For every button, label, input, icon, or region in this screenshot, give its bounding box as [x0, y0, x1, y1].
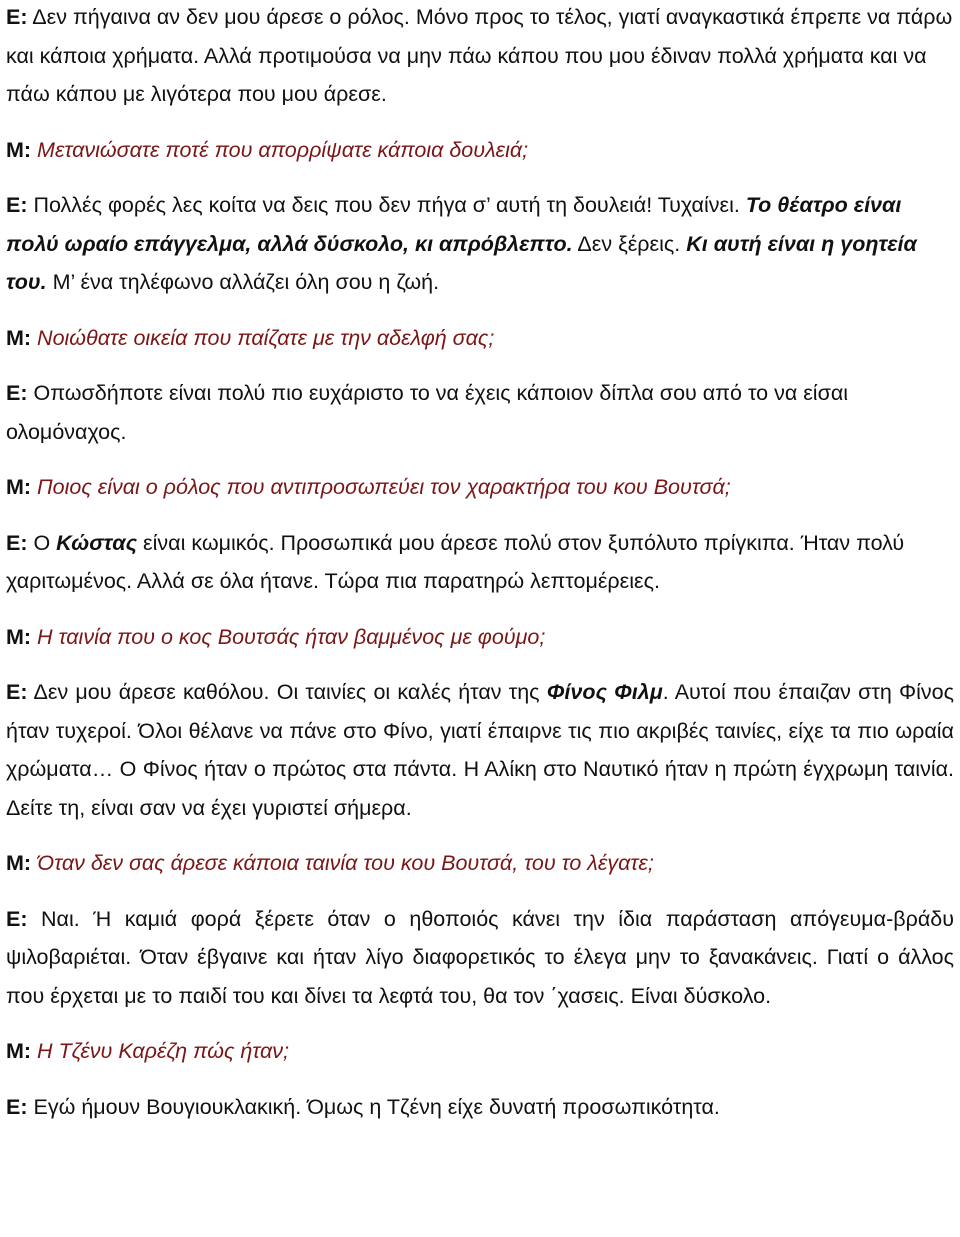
answer-paragraph: [6, 900, 954, 1016]
answer-paragraph: [6, 1088, 954, 1127]
question-text: Νοιώθατε οικεία που παίζατε με την αδελφή σας;: [31, 325, 495, 350]
question-paragraph: [6, 131, 954, 170]
answer-text: Ναι. Ή καμιά φορά ξέρετε όταν ο ηθοποιός κάνει την ίδια παράσταση απόγευμα-βράδυ ψιλοβαριέται. Όταν έβγαινε και ήταν λίγο διαφορετικός το έλεγα μην το ξανακάνεις. Γιατί ο άλλος που έρχεται με το παιδί του και δίνει τα λεφτά του, θα τον ΄χασεις. Είναι δύσκολο.: [6, 906, 954, 1008]
emphasis-text: Κώστας: [56, 530, 138, 555]
answer-text: Δεν μου άρεσε καθόλου. Οι ταινίες οι καλές ήταν της: [27, 680, 547, 704]
answer-text: είναι κωμικός. Προσωπικά μου άρεσε πολύ στον ξυπόλυτο πρίγκιπα. Ήταν πολύ χαριτωμένος. Αλλά σε όλα ήτανε. Τώρα πια παρατηρώ λεπτομέρειες.: [6, 530, 905, 593]
answer-paragraph: [6, 0, 954, 114]
speaker-label: Μ:: [6, 325, 32, 350]
speaker-label: Μ:: [6, 1039, 32, 1063]
answer-paragraph: [6, 524, 954, 601]
answer-text: Δεν πήγαινα αν δεν μου άρεσε ο ρόλος. Μόνο προς το τέλος, γιατί αναγκαστικά έπρεπε να πάρω και κάποια χρήματα. Αλλά προτιμούσα να μην πάω κάπου που μου έδιναν πολλά χρήματα και να πάω κάπου με λιγότερα που μου άρεσε.: [6, 5, 953, 106]
answer-paragraph: [6, 673, 954, 827]
question-text: Όταν δεν σας άρεσε κάποια ταινία του κου Βουτσά, του το λέγατε;: [31, 851, 654, 875]
speaker-label: Μ:: [6, 137, 32, 162]
answer-text: Μ’ ένα τηλέφωνο αλλάζει όλη σου η ζωή.: [46, 270, 440, 294]
question-paragraph: [6, 468, 954, 507]
speaker-label: Ε:: [6, 1094, 28, 1119]
speaker-label: Μ:: [6, 851, 32, 875]
emphasis-text: Φίνος Φιλμ: [546, 680, 663, 704]
answer-text: Πολλές φορές λες κοίτα να δεις που δεν πήγα σ’ αυτή τη δουλειά! Τυχαίνει.: [27, 193, 746, 217]
speaker-label: Ε:: [6, 193, 28, 217]
speaker-label: Μ:: [6, 475, 32, 499]
question-paragraph: [6, 618, 954, 657]
question-text: Ποιος είναι ο ρόλος που αντιπροσωπεύει τον χαρακτήρα του κου Βουτσά;: [31, 475, 731, 499]
answer-text: Δεν ξέρεις.: [572, 231, 687, 256]
speaker-label: Ε:: [6, 680, 28, 704]
question-paragraph: [6, 1032, 954, 1071]
speaker-label: Μ:: [6, 624, 32, 649]
question-paragraph: [6, 844, 954, 883]
interview-document: [6, 0, 954, 1126]
speaker-label: Ε:: [6, 906, 28, 931]
answer-text: Εγώ ήμουν Βουγιουκλακική. Όμως η Τζένη είχε δυνατή προσωπικότητα.: [27, 1094, 720, 1119]
question-text: Μετανιώσατε ποτέ που απορρίψατε κάποια δουλειά;: [31, 137, 529, 162]
question-text: Η Τζένυ Καρέζη πώς ήταν;: [31, 1039, 290, 1063]
answer-paragraph: [6, 186, 954, 302]
speaker-label: Ε:: [6, 5, 28, 29]
answer-text: Οπωσδήποτε είναι πολύ πιο ευχάριστο το να έχεις κάποιον δίπλα σου από το να είσαι ολομόναχος.: [6, 381, 849, 444]
emphasis-text: Το θέατρο είναι πολύ ωραίο επάγγελμα, αλλά δύσκολο, κι απρόβλεπτο.: [6, 193, 902, 256]
emphasis-text: Κι αυτή είναι η γοητεία του.: [6, 231, 917, 294]
answer-paragraph: [6, 374, 954, 451]
question-text: Η ταινία που ο κος Βουτσάς ήταν βαμμένος με φούμο;: [31, 624, 546, 649]
question-paragraph: [6, 319, 954, 358]
speaker-label: Ε:: [6, 381, 28, 405]
answer-text: . Αυτοί που έπαιζαν στη Φίνος ήταν τυχεροί. Όλοι θέλανε να πάνε στο Φίνο, γιατί έπαιρνε τις πιο ακριβές ταινίες, είχε τα πιο ωραία χρώματα… Ο Φίνος ήταν ο πρώτος στα πάντα. Η Αλίκη στο Ναυτικό ήταν η πρώτη έγχρωμη ταινία. Δείτε τη, είναι σαν να έχει γυριστεί σήμερα.: [6, 680, 955, 820]
answer-text: Ο: [27, 530, 57, 555]
speaker-label: Ε:: [6, 530, 28, 555]
